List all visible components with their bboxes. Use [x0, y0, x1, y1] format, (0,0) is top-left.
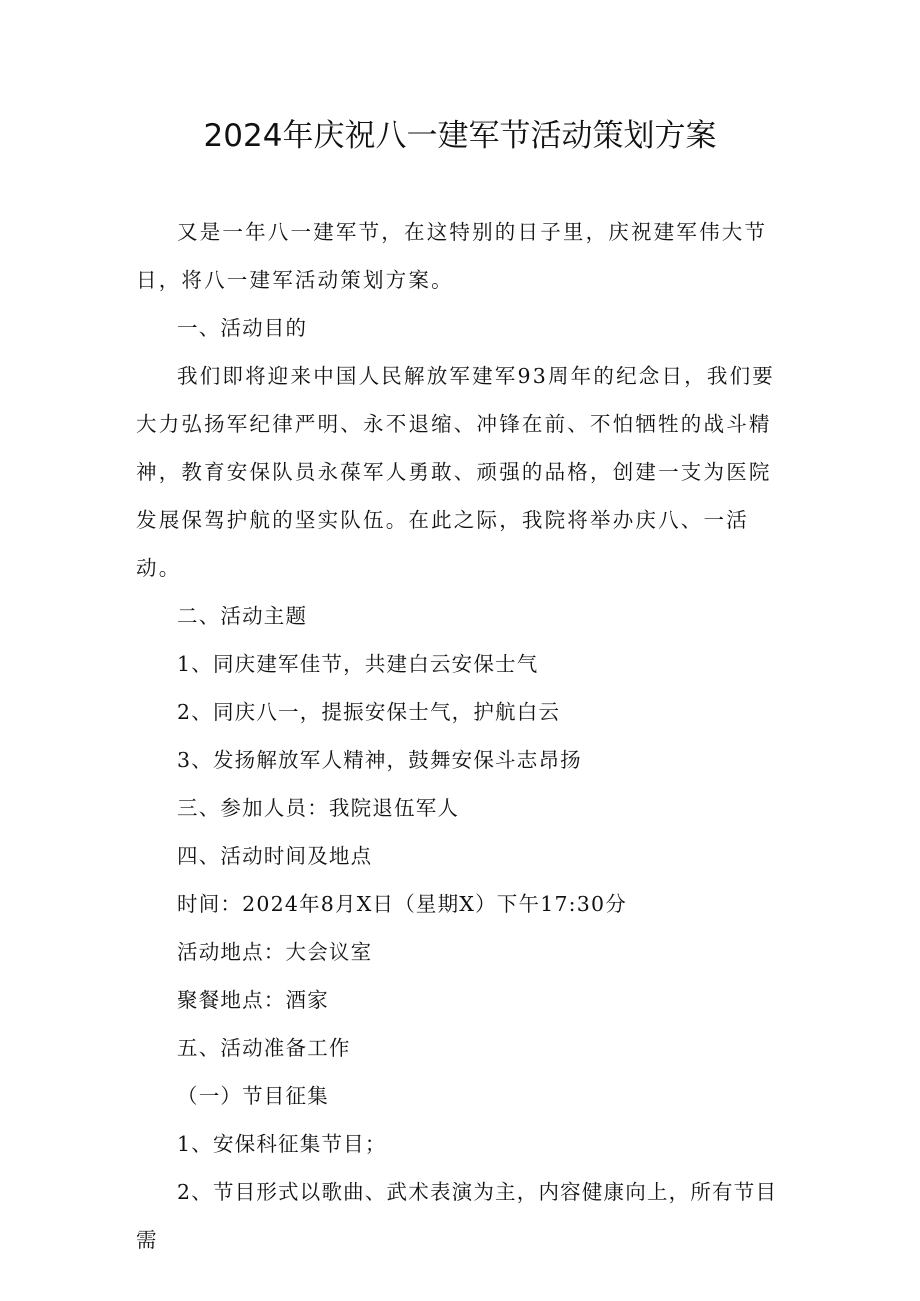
document-body [136, 208, 786, 1264]
theme-item-1: 1、同庆建军佳节，共建白云安保士气 [177, 652, 539, 676]
document-title: 2024年庆祝八一建军节活动策划方案 [203, 118, 717, 154]
purpose-paragraph: 我们即将迎来中国人民解放军建军93周年的纪念日，我们要大力弘扬军纪律严明、永不退缩、冲锋在前、不怕牺牲的战斗精神，教育安保队员永葆军人勇敢、顽强的品格，创建一支为医院发展保驾护航的坚实队伍。在此之际，我院将举办庆八、一活动。 [136, 364, 775, 580]
section-heading-time-place: 四、活动时间及地点 [177, 844, 373, 868]
intro-paragraph: 又是一年八一建军节，在这特别的日子里，庆祝建军伟大节日，将八一建军活动策划方案。 [136, 220, 768, 292]
event-time: 时间：2024年8月X日（星期X）下午17:30分 [177, 892, 627, 916]
preparation-item-2: 2、节目形式以歌曲、武术表演为主，内容健康向上，所有节目需 [136, 1180, 778, 1252]
subsection-heading-programs: （一）节目征集 [177, 1084, 329, 1108]
section-heading-purpose: 一、活动目的 [177, 316, 308, 340]
theme-item-3: 3、发扬解放军人精神，鼓舞安保斗志昂扬 [177, 748, 582, 772]
event-location: 活动地点：大会议室 [177, 940, 373, 964]
section-heading-preparation: 五、活动准备工作 [177, 1036, 351, 1060]
preparation-item-1: 1、安保科征集节目； [177, 1132, 387, 1156]
section-heading-participants: 三、参加人员：我院退伍军人 [177, 796, 460, 820]
section-heading-theme: 二、活动主题 [177, 604, 308, 628]
theme-item-2: 2、同庆八一，提振安保士气，护航白云 [177, 700, 561, 724]
dinner-location: 聚餐地点：酒家 [177, 988, 329, 1012]
